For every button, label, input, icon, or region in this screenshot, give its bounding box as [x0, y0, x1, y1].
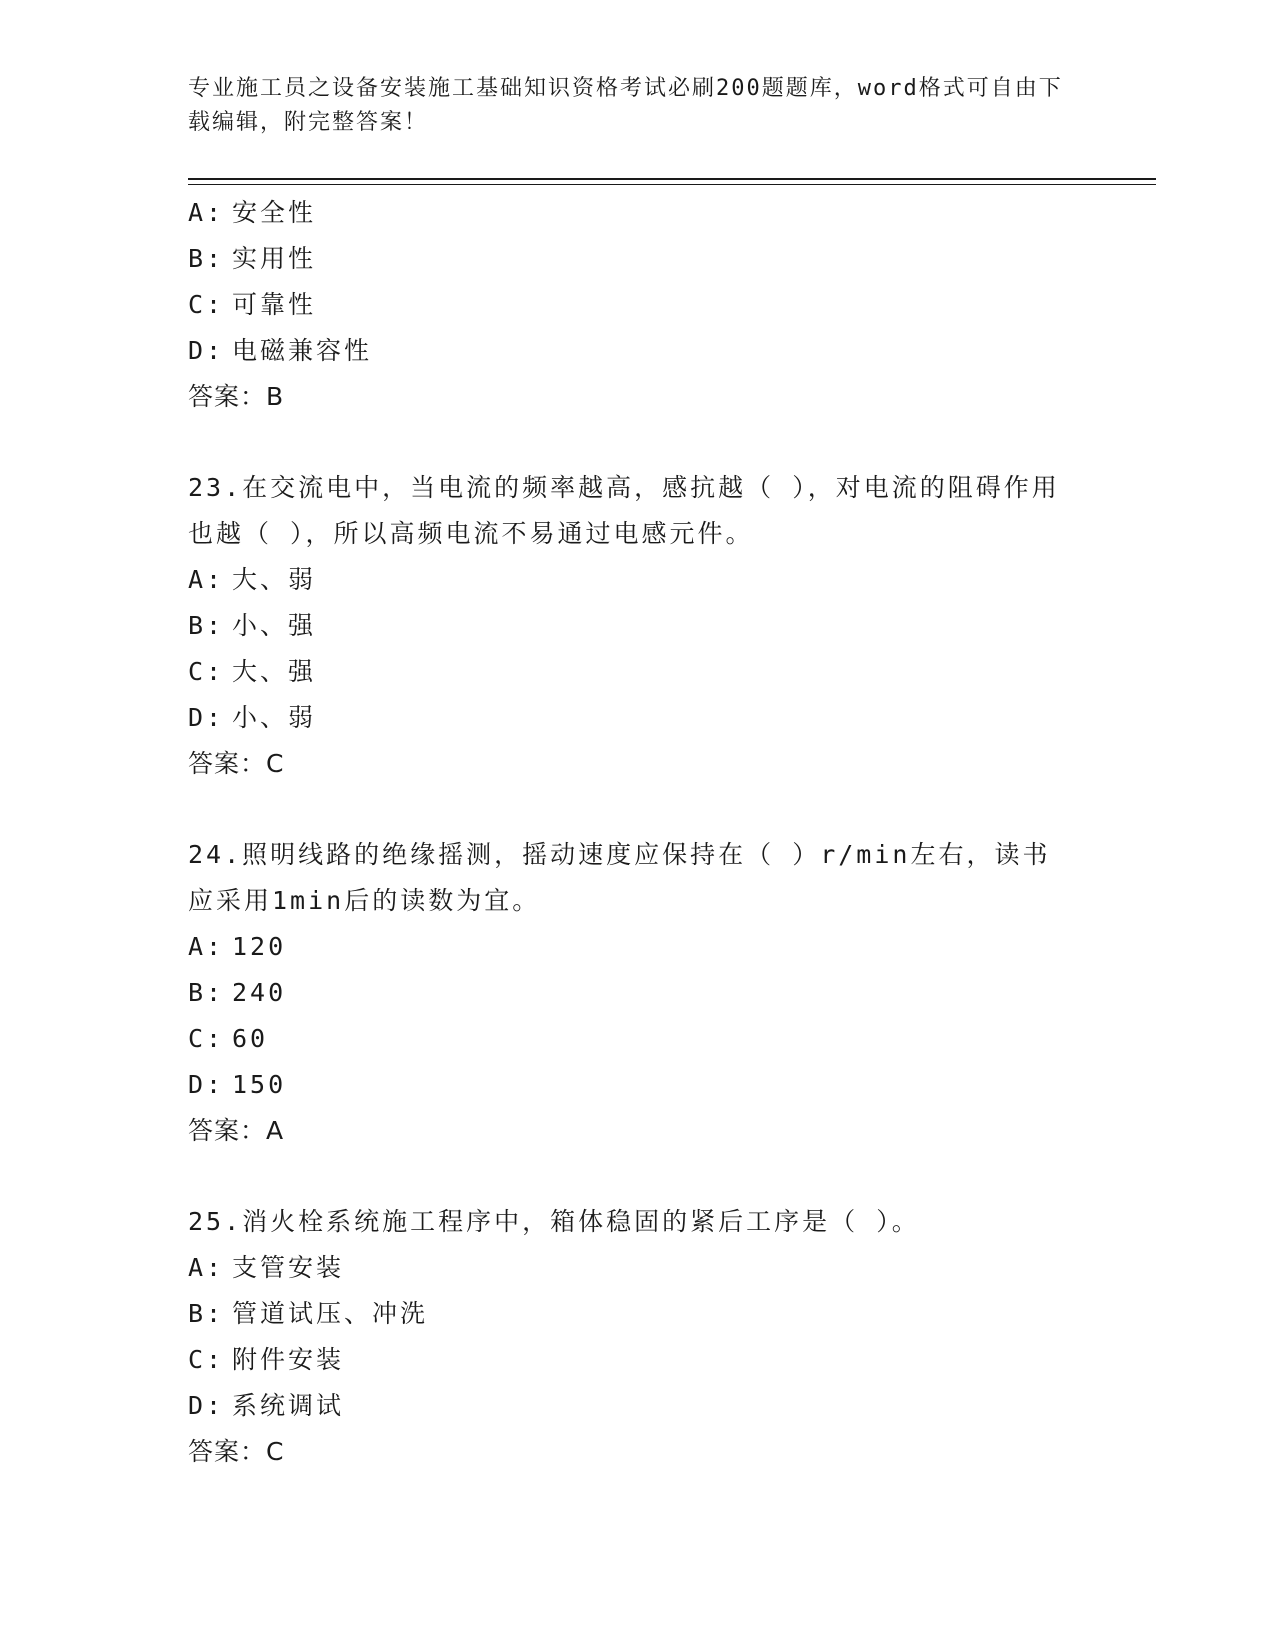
answer-line: 答案：C	[188, 749, 285, 778]
option-d: D: 电磁兼容性	[188, 336, 373, 365]
option-c: C: 60	[188, 1024, 269, 1053]
option-b: B: 管道试压、冲洗	[188, 1299, 429, 1328]
header-divider-thin	[188, 184, 1156, 185]
question-block	[188, 465, 1088, 787]
answer-line: 答案：C	[188, 1437, 285, 1466]
header-divider	[188, 178, 1156, 180]
option-c: C: 可靠性	[188, 290, 317, 319]
answer-line: 答案：A	[188, 1116, 285, 1145]
question-text: 25.消火栓系统施工程序中，箱体稳固的紧后工序是（ ）。	[188, 1207, 920, 1236]
document-header: 专业施工员之设备安装施工基础知识资格考试必刷200题题库，word格式可自由下载编辑，附完整答案！	[188, 76, 1063, 135]
question-block	[188, 1199, 1088, 1475]
option-b: B: 实用性	[188, 244, 317, 273]
option-d: D: 小、弱	[188, 703, 317, 732]
option-d: D: 150	[188, 1070, 287, 1099]
option-b: B: 240	[188, 978, 287, 1007]
option-d: D: 系统调试	[188, 1391, 345, 1420]
option-b: B: 小、强	[188, 611, 317, 640]
option-a: A: 120	[188, 932, 287, 961]
question-text: 24.照明线路的绝缘摇测，摇动速度应保持在（ ）r/min左右，读书应采用1min后的读数为宜。	[188, 840, 1051, 915]
option-a: A: 大、弱	[188, 565, 317, 594]
option-c: C: 大、强	[188, 657, 317, 686]
option-a: A: 支管安装	[188, 1253, 345, 1282]
answer-line: 答案：B	[188, 382, 285, 411]
option-c: C: 附件安装	[188, 1345, 345, 1374]
question-list	[188, 190, 1088, 1475]
question-block-continued	[188, 190, 1088, 420]
option-a: A: 安全性	[188, 198, 317, 227]
question-text: 23.在交流电中，当电流的频率越高，感抗越（ ），对电流的阻碍作用也越（ ），所以高频电流不易通过电感元件。	[188, 473, 1060, 548]
question-block	[188, 832, 1088, 1154]
